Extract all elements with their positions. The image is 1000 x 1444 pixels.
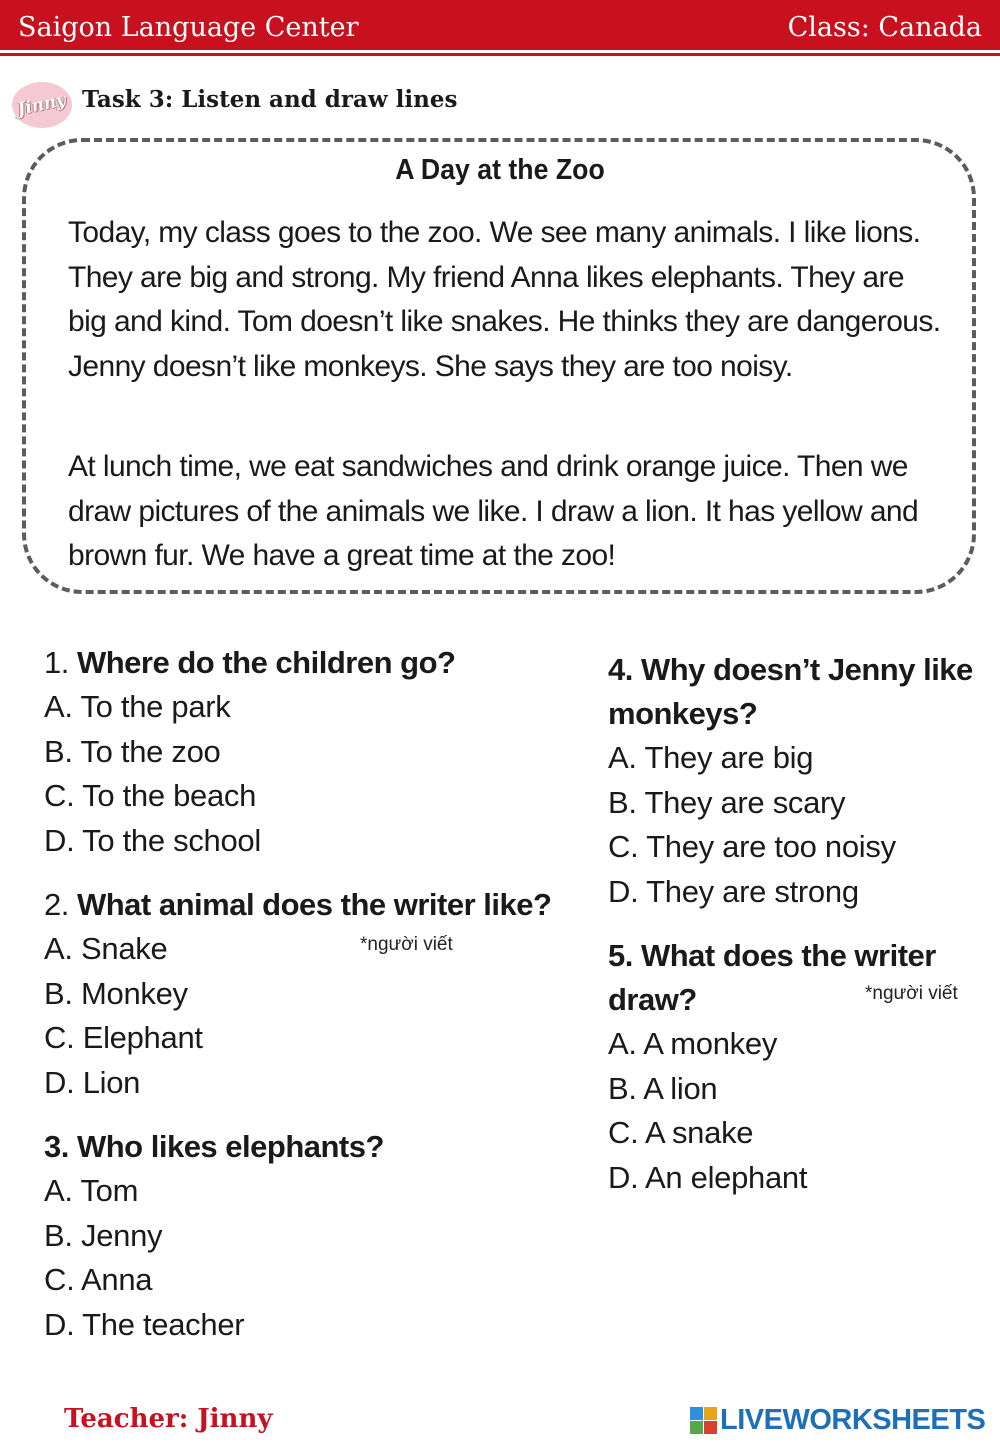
story-title: A Day at the Zoo bbox=[395, 154, 605, 186]
answer-option[interactable]: B. A lion bbox=[608, 1070, 718, 1106]
questions-left-column bbox=[44, 641, 604, 1367]
answer-option[interactable]: B. Monkey bbox=[44, 975, 188, 1011]
answer-option[interactable]: A. A monkey bbox=[608, 1026, 778, 1061]
answer-option[interactable]: C. A snake bbox=[608, 1115, 754, 1150]
teacher-credit: Teacher: Jinny bbox=[64, 1404, 273, 1434]
story-paragraph-2: At lunch time, we eat sandwiches and drink orange juice. Then we draw pictures of the animals we like. I draw a lion. It has yellow and brown fur. We have a great time at the zoo! bbox=[68, 450, 919, 572]
header-divider bbox=[0, 53, 1000, 56]
answer-option[interactable]: B. To the zoo bbox=[44, 733, 221, 769]
question-5 bbox=[608, 934, 988, 1200]
school-name: Saigon Language Center bbox=[18, 12, 359, 43]
answer-option[interactable]: B. They are scary bbox=[608, 784, 846, 820]
jinny-logo bbox=[12, 82, 72, 128]
answer-option[interactable]: D. They are strong bbox=[608, 873, 859, 909]
question-4 bbox=[608, 648, 988, 914]
question-number: 5. bbox=[608, 938, 633, 973]
question-heading bbox=[44, 1125, 604, 1169]
question-number: 3. bbox=[44, 1129, 69, 1164]
question-2 bbox=[44, 883, 604, 1105]
header-bar bbox=[0, 0, 1000, 50]
question-1 bbox=[44, 641, 604, 863]
question-3 bbox=[44, 1125, 604, 1347]
translation-note: *người viết bbox=[360, 934, 453, 955]
question-text: Why doesn’t Jenny like monkeys? bbox=[608, 652, 973, 731]
task-title: Task 3: Listen and draw lines bbox=[82, 86, 458, 113]
answer-option[interactable]: D. To the school bbox=[44, 822, 261, 858]
answer-option[interactable]: A. To the park bbox=[44, 689, 231, 724]
question-heading bbox=[608, 648, 988, 736]
class-label: Class: Canada bbox=[787, 12, 982, 43]
liveworksheets-icon bbox=[690, 1407, 717, 1434]
question-number: 4. bbox=[608, 652, 633, 687]
answer-option[interactable]: A. Tom bbox=[44, 1173, 139, 1208]
answer-option[interactable]: B. Jenny bbox=[44, 1217, 163, 1253]
question-heading bbox=[44, 641, 604, 685]
question-text: What animal does the writer like? bbox=[76, 887, 552, 922]
question-heading bbox=[608, 934, 968, 1022]
answer-option[interactable]: C. To the beach bbox=[44, 778, 257, 813]
question-text: What does the writer draw? bbox=[608, 938, 936, 1017]
questions-right-column bbox=[608, 648, 988, 1220]
answer-option[interactable]: D. The teacher bbox=[44, 1306, 245, 1342]
brand-text: LIVEWORKSHEETS bbox=[720, 1404, 986, 1436]
question-text: Where do the children go? bbox=[76, 645, 456, 680]
translation-note: *người viết bbox=[865, 983, 958, 1004]
story-paragraph-1: Today, my class goes to the zoo. We see many animals. I like lions. They are big and strong. My friend Anna likes elephants. They are big and kind. Tom doesn’t like snakes. He thinks they are dangerous. Jenny doesn’t like monkeys. She says they are too noisy. bbox=[68, 216, 941, 383]
question-number: 2. bbox=[44, 887, 69, 922]
answer-option[interactable]: C. They are too noisy bbox=[608, 829, 896, 864]
liveworksheets-brand bbox=[690, 1404, 985, 1437]
question-number: 1. bbox=[44, 645, 69, 680]
question-text: Who likes elephants? bbox=[76, 1129, 384, 1164]
question-heading bbox=[44, 883, 604, 927]
logo-text: Jinny bbox=[15, 90, 69, 120]
answer-option[interactable]: D. An elephant bbox=[608, 1159, 808, 1195]
answer-option[interactable]: A. Snake bbox=[44, 931, 168, 966]
answer-option[interactable]: D. Lion bbox=[44, 1064, 141, 1100]
answer-option[interactable]: C. Anna bbox=[44, 1262, 153, 1297]
answer-option[interactable]: A. They are big bbox=[608, 740, 814, 775]
answer-option[interactable]: C. Elephant bbox=[44, 1020, 203, 1055]
